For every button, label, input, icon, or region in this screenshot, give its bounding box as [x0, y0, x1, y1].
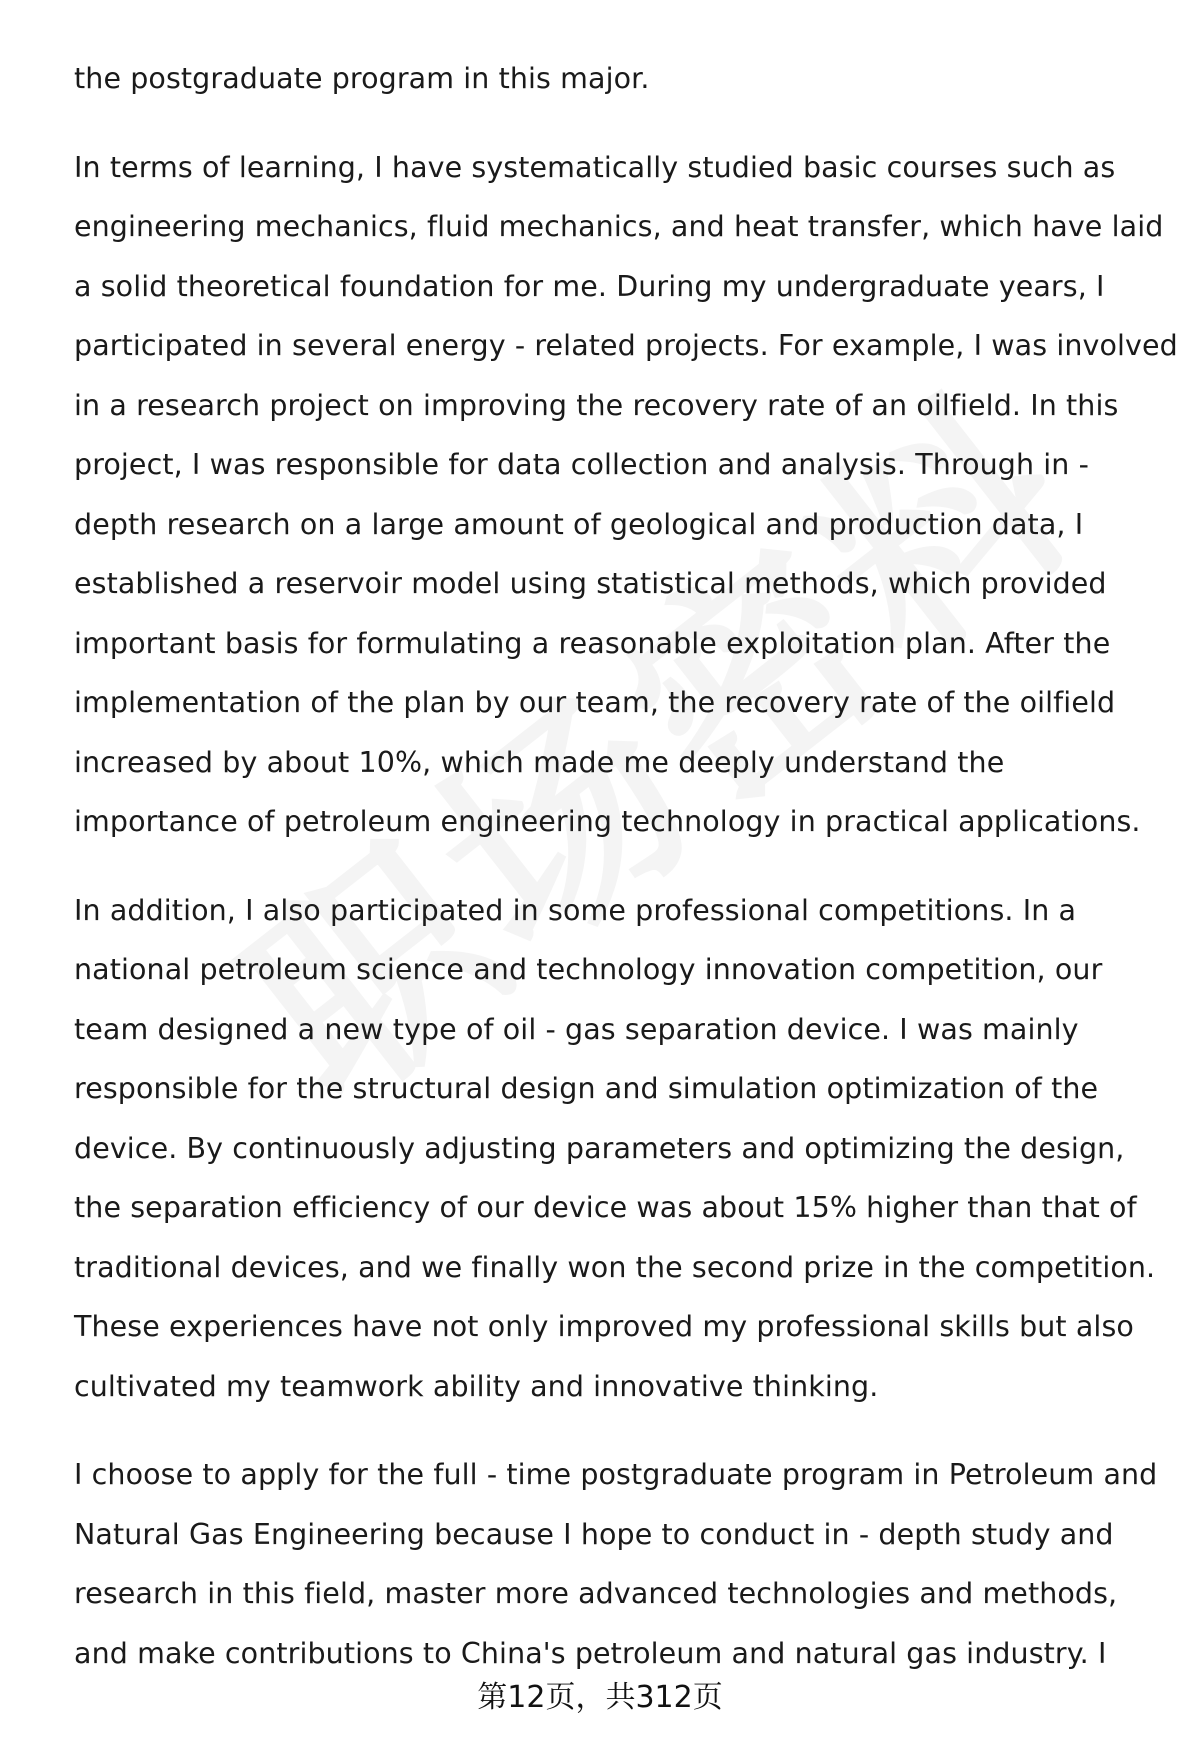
text-line: project, I was responsible for data collection and analysis. Through in -: [74, 448, 1089, 481]
paragraph-3: [74, 881, 1164, 1417]
text-line: device. By continuously adjusting parameters and optimizing the design,: [74, 1131, 1125, 1165]
text-line: importance of petroleum engineering technology in practical applications.: [74, 805, 1141, 838]
paragraph-2: [74, 138, 1178, 852]
paragraph-4: [74, 1445, 1164, 1683]
text-line: research in this field, master more advanced technologies and methods,: [74, 1577, 1118, 1610]
text-line: in a research project on improving the recovery rate of an oilfield. In this: [74, 388, 1119, 422]
text-line: I choose to apply for the full - time postgraduate program in Petroleum and: [74, 1458, 1158, 1491]
text-line: participated in several energy - related projects. For example, I was involved: [74, 329, 1178, 362]
text-line: In terms of learning, I have systematically studied basic courses such as: [74, 150, 1116, 184]
text-line: a solid theoretical foundation for me. During my undergraduate years, I: [74, 269, 1105, 303]
text-line: and make contributions to China's petroleum and natural gas industry. I: [74, 1636, 1107, 1670]
text-line: engineering mechanics, fluid mechanics, and heat transfer, which have laid: [74, 210, 1164, 243]
paragraph-1: [74, 49, 1164, 109]
text-line: the postgraduate program in this major.: [74, 62, 650, 95]
text-line: increased by about 10%, which made me deeply understand the: [74, 745, 1005, 779]
text-line: the separation efficiency of our device was about 15% higher than that of: [74, 1191, 1137, 1224]
page-number-footer: 第12页，共312页: [477, 1680, 723, 1715]
text-line: important basis for formulating a reasonable exploitation plan. After the: [74, 626, 1111, 660]
text-line: team designed a new type of oil - gas separation device. I was mainly: [74, 1012, 1079, 1046]
text-line: responsible for the structural design and simulation optimization of the: [74, 1072, 1099, 1105]
text-line: cultivated my teamwork ability and innovative thinking.: [74, 1369, 879, 1403]
text-line: implementation of the plan by our team, the recovery rate of the oilfield: [74, 686, 1116, 719]
text-line: traditional devices, and we finally won the second prize in the competition.: [74, 1250, 1156, 1284]
text-line: These experiences have not only improved my professional skills but also: [74, 1310, 1134, 1343]
text-line: established a reservoir model using statistical methods, which provided: [74, 567, 1107, 600]
text-line: Natural Gas Engineering because I hope to conduct in - depth study and: [74, 1517, 1114, 1551]
document-body: [74, 49, 1178, 1712]
text-line: depth research on a large amount of geological and production data, I: [74, 507, 1084, 541]
text-line: national petroleum science and technology innovation competition, our: [74, 953, 1103, 986]
text-line: In addition, I also participated in some professional competitions. In a: [74, 893, 1077, 927]
